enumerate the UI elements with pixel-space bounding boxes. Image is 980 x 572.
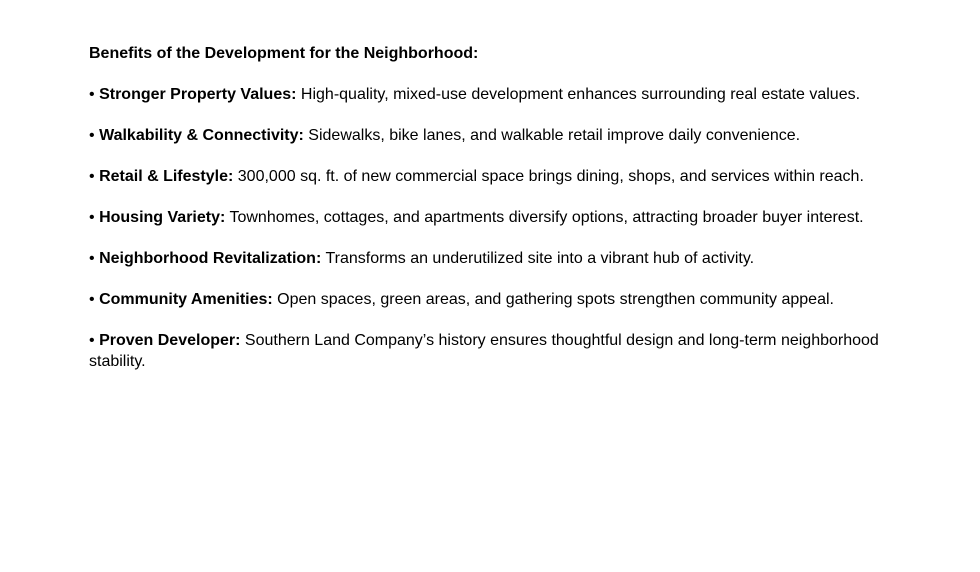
- benefit-text: Southern Land Company’s history ensures thoughtful design and long-term neighborhood stability.: [89, 332, 879, 370]
- benefit-text: Transforms an underutilized site into a vibrant hub of activity.: [325, 250, 755, 267]
- benefit-item-proven-developer: [89, 331, 879, 372]
- benefit-term: Retail & Lifestyle:: [99, 168, 234, 185]
- bullet-icon: •: [89, 168, 95, 185]
- document-body: [89, 44, 879, 393]
- bullet-icon: •: [89, 250, 95, 267]
- benefit-term: Housing Variety:: [99, 209, 226, 226]
- benefit-item-walkability: [89, 126, 879, 147]
- benefit-term: Walkability & Connectivity:: [99, 127, 304, 144]
- document-title: Benefits of the Development for the Neighborhood:: [89, 45, 479, 62]
- bullet-icon: •: [89, 127, 95, 144]
- benefit-item-revitalization: [89, 249, 879, 270]
- benefit-item-property-values: [89, 85, 879, 106]
- benefit-item-community-amenities: [89, 290, 879, 311]
- bullet-icon: •: [89, 209, 95, 226]
- benefit-term: Community Amenities:: [99, 291, 273, 308]
- benefit-text: High-quality, mixed-use development enhances surrounding real estate values.: [300, 86, 861, 103]
- benefit-text: Open spaces, green areas, and gathering spots strengthen community appeal.: [277, 291, 834, 308]
- benefit-item-housing-variety: [89, 208, 879, 229]
- bullet-icon: •: [89, 86, 95, 103]
- benefit-item-retail-lifestyle: [89, 167, 879, 188]
- benefit-term: Proven Developer:: [99, 332, 241, 349]
- benefit-text: Sidewalks, bike lanes, and walkable retail improve daily convenience.: [308, 127, 801, 144]
- bullet-icon: •: [89, 291, 95, 308]
- benefit-text: 300,000 sq. ft. of new commercial space brings dining, shops, and services within reach.: [237, 168, 864, 185]
- benefit-term: Neighborhood Revitalization:: [99, 250, 322, 267]
- benefit-text: Townhomes, cottages, and apartments diversify options, attracting broader buyer interest.: [229, 209, 864, 226]
- benefit-term: Stronger Property Values:: [99, 86, 297, 103]
- bullet-icon: •: [89, 332, 95, 349]
